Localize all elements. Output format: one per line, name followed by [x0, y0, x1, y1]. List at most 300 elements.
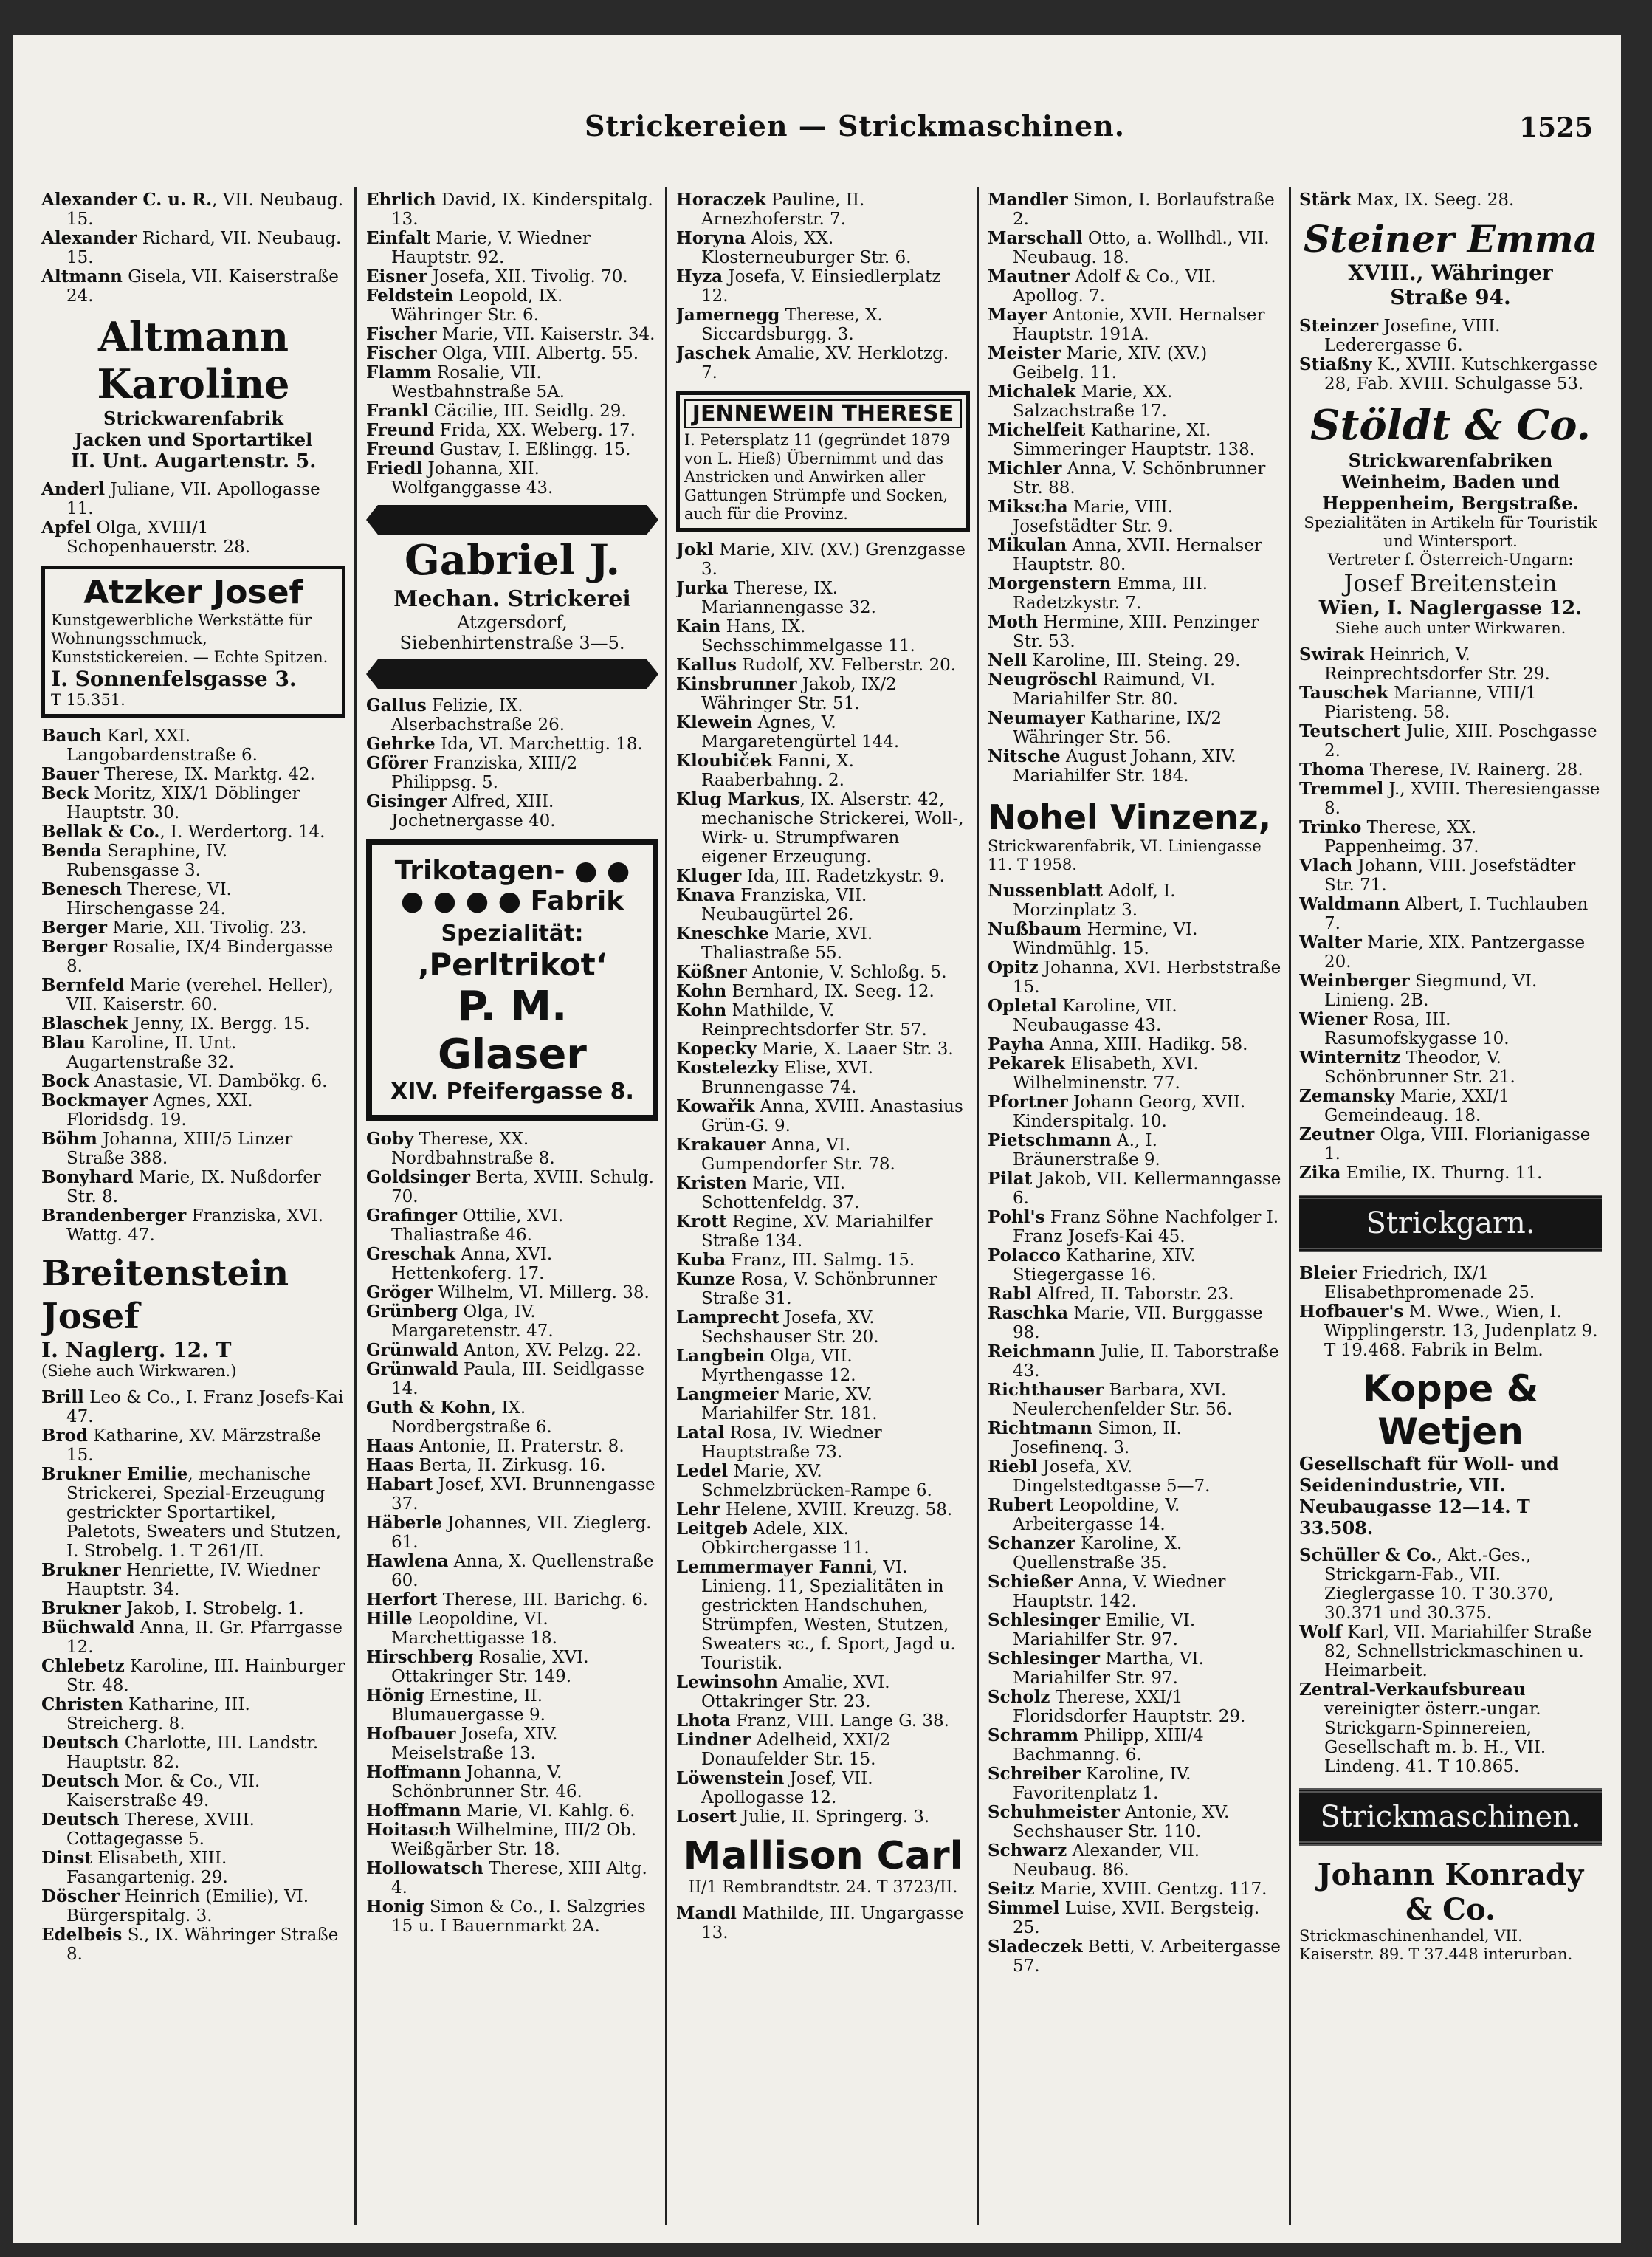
entry-name: Greschak: [366, 1244, 455, 1264]
entry-details: Antonie, XVII. Hernalser Hauptstr. 191A.: [1013, 306, 1265, 344]
page-title: Strickereien — Strickmaschinen.: [585, 109, 1125, 142]
entry-name: Vlach: [1299, 856, 1353, 876]
directory-entry: [676, 1270, 970, 1308]
directory-entry: [676, 867, 970, 886]
column-4: [988, 190, 1281, 2236]
entry-list: [676, 1904, 970, 1942]
entry-name: Löwenstein: [676, 1768, 785, 1788]
directory-entry: [41, 267, 345, 306]
directory-entry: [41, 1072, 345, 1091]
entry-details: Therese, XVIII. Cottagegasse 5.: [66, 1810, 255, 1849]
entry-name: Mayer: [988, 305, 1047, 325]
ad-title: Mallison Carl: [683, 1834, 963, 1878]
entry-list: [41, 726, 345, 1245]
directory-entry: [676, 1462, 970, 1500]
entry-details: Simon, I. Borlaufstraße 2.: [1013, 190, 1275, 229]
entry-name: Wiener: [1299, 1009, 1368, 1029]
ad-line: Jacken und Sportartikel: [74, 429, 313, 450]
entry-name: Lamprecht: [676, 1308, 779, 1327]
entry-name: Scholz: [988, 1687, 1050, 1707]
directory-entry: [676, 1731, 970, 1769]
ad-steiner: [1299, 217, 1602, 309]
entry-details: Amalie, XVI. Ottakringer Str. 23.: [701, 1673, 890, 1711]
entry-details: Franziska, VII. Neubaugürtel 26.: [701, 886, 867, 924]
entry-details: Marie, XIX. Pantzergasse 20.: [1324, 933, 1586, 972]
directory-entry: [41, 726, 345, 765]
entry-name: Kohn: [676, 981, 727, 1001]
entry-details: Karoline, IV. Favoritenplatz 1.: [1013, 1765, 1191, 1803]
directory-entry: [366, 190, 658, 229]
entry-details: Elise, XVI. Brunnengasse 74.: [701, 1059, 873, 1097]
directory-entry: [676, 540, 970, 579]
directory-entry: [676, 675, 970, 713]
directory-entry: [41, 1772, 345, 1810]
ad-line: Strickwarenfabriken: [1348, 450, 1553, 471]
directory-entry: [676, 1519, 970, 1558]
entry-details: Alexander, VII. Neubaug. 86.: [1013, 1841, 1200, 1880]
entry-name: Krakauer: [676, 1135, 766, 1155]
directory-entry: [366, 1206, 658, 1245]
ad-text: Strickwarenfabrik, VI. Liniengasse 11. T 1958.: [988, 837, 1262, 873]
directory-entry: [676, 1347, 970, 1385]
entry-details: Gisela, VII. Kaiserstraße 24.: [66, 267, 339, 306]
entry-details: Rosalie, IX/4 Bindergasse 8.: [66, 938, 334, 976]
entry-details: Marie, VII. Kaiserstr. 34.: [436, 325, 655, 344]
entry-details: Marie, VII. Schottenfeldg. 37.: [701, 1174, 860, 1212]
entry-name: Nell: [988, 650, 1028, 670]
entry-details: Elisabeth, XIII. Fasangartenig. 29.: [66, 1849, 228, 1887]
directory-entry: [366, 1245, 658, 1283]
entry-details: Karl, VII. Mariahilfer Straße 82, Schnellstrickmaschinen u. Heimarbeit.: [1324, 1623, 1592, 1680]
entry-name: Langbein: [676, 1346, 765, 1366]
entry-details: Agnes, XXI. Floridsdg. 19.: [66, 1091, 253, 1130]
entry-details: Marie, XV. Schmelzbrücken-Rampe 6.: [701, 1462, 932, 1500]
ad-address: I. Sonnenfelsgasse 3.: [51, 667, 297, 691]
column-1: [41, 190, 345, 2236]
entry-details: vereinigter österr.-ungar. Strickgarn-Spinnereien, Gesellschaft m. b. H., VII. Lindeng. 41. T 10.865.: [1324, 1700, 1546, 1776]
entry-name: Fischer: [366, 324, 437, 344]
directory-entry: [988, 1803, 1281, 1841]
directory-entry: [366, 735, 658, 754]
entry-details: Berta, XVIII. Schulg. 70.: [391, 1168, 654, 1206]
entry-name: Lindner: [676, 1730, 751, 1750]
ad-altmann: [41, 313, 345, 473]
entry-details: Anna, XIII. Hadikg. 58.: [1044, 1035, 1248, 1054]
entry-name: Grünberg: [366, 1302, 458, 1322]
entry-details: Frida, XX. Weberg. 17.: [434, 421, 636, 440]
entry-details: Anton, XV. Pelzg. 22.: [458, 1341, 642, 1360]
directory-entry: [1299, 895, 1602, 933]
directory-entry: [988, 1381, 1281, 1419]
entry-name: Gallus: [366, 695, 427, 715]
directory-entry: [676, 1558, 970, 1673]
entry-name: Horyna: [676, 228, 746, 248]
directory-entry: [366, 286, 658, 325]
entry-details: Katharine, XV. Märzstraße 15.: [66, 1426, 322, 1465]
directory-entry: [988, 651, 1281, 670]
directory-entry: [1299, 190, 1602, 210]
entry-details: Gustav, I. Eßlingg. 15.: [434, 440, 631, 459]
ad-title: Altmann Karoline: [97, 313, 290, 408]
ad-gabriel: [366, 505, 658, 689]
directory-entry: [676, 924, 970, 963]
entry-name: Kowařik: [676, 1096, 755, 1116]
directory-entry: [366, 1456, 658, 1475]
entry-name: Bock: [41, 1071, 89, 1091]
directory-entry: [1299, 1623, 1602, 1680]
entry-details: Anna, XVI. Hettenkoferg. 17.: [391, 1245, 553, 1283]
entry-name: Benda: [41, 841, 102, 861]
ad-title: Stöldt & Co.: [1310, 401, 1591, 450]
entry-details: Marie, XIV. (XV.) Grenzgasse 3.: [701, 540, 966, 579]
entry-name: Simmel: [988, 1898, 1060, 1918]
entry-details: Johannes, VII. Zieglerg. 61.: [391, 1514, 652, 1552]
directory-entry: [676, 1059, 970, 1097]
entry-list: [1299, 317, 1602, 394]
directory-entry: [1299, 1680, 1602, 1776]
ad-line: Strickwarenfabrik: [103, 408, 284, 429]
entry-details: Max, IX. Seeg. 28.: [1351, 190, 1515, 210]
entry-details: , VII. Neubaug. 15.: [66, 190, 344, 229]
column-divider: [665, 187, 667, 2225]
entry-name: Hirschberg: [366, 1647, 474, 1667]
entry-details: Marie, XX. Salzachstraße 17.: [1013, 382, 1173, 421]
entry-list: [41, 1388, 345, 1964]
entry-name: Nitsche: [988, 746, 1061, 766]
directory-entry: [988, 1342, 1281, 1381]
directory-entry: [988, 1534, 1281, 1573]
entry-details: Rosa, III. Rasumofskygasse 10.: [1324, 1010, 1510, 1048]
entry-name: Mandl: [676, 1903, 737, 1923]
entry-details: Franz Söhne Nachfolger I. Franz Josefs-Kai 45.: [1013, 1208, 1279, 1246]
directory-entry: [366, 1610, 658, 1648]
directory-entry: [366, 344, 658, 363]
directory-entry: [988, 1093, 1281, 1131]
entry-name: Rabl: [988, 1284, 1032, 1304]
entry-name: Kopecky: [676, 1039, 757, 1059]
entry-details: Johanna, V. Schönbrunner Str. 46.: [391, 1763, 582, 1801]
directory-entry: [41, 765, 345, 784]
entry-name: Böhm: [41, 1129, 97, 1149]
column-3: [676, 190, 970, 2236]
directory-entry: [676, 656, 970, 675]
entry-details: M. Wwe., Wien, I. Wipplingerstr. 13, Judenplatz 9. T 19.468. Fabrik in Belm.: [1324, 1302, 1598, 1360]
entry-details: Josef, VII. Apollogasse 12.: [701, 1769, 873, 1807]
entry-details: Karoline, III. Hainburger Str. 48.: [66, 1657, 345, 1695]
entry-name: Zemansky: [1299, 1086, 1395, 1106]
entry-details: Franziska, XVI. Wattg. 47.: [66, 1206, 324, 1245]
entry-name: Brukner: [41, 1560, 121, 1580]
directory-entry: [676, 886, 970, 924]
directory-entry: [988, 1246, 1281, 1285]
entry-name: Blau: [41, 1033, 86, 1053]
entry-name: Hoffmann: [366, 1762, 461, 1782]
entry-name: Goldsinger: [366, 1167, 471, 1187]
entry-details: Johanna, XIII/5 Linzer Straße 388.: [66, 1130, 293, 1168]
entry-name: Zentral-Verkaufsbureau: [1299, 1680, 1526, 1700]
entry-name: Michler: [988, 458, 1062, 478]
ad-stoeldt: [1299, 401, 1602, 638]
ad-address: XVIII., Währinger: [1348, 261, 1553, 285]
entry-name: Nußbaum: [988, 919, 1082, 939]
entry-details: Marie, X. Laaer Str. 3.: [756, 1040, 954, 1059]
directory-entry: [988, 190, 1281, 229]
entry-details: Marie, XVI. Thaliastraße 55.: [701, 924, 873, 963]
entry-details: Antonie, V. Schloßg. 5.: [746, 963, 947, 982]
entry-name: Teutschert: [1299, 721, 1401, 741]
directory-entry: [41, 1014, 345, 1034]
directory-entry: [988, 1304, 1281, 1342]
entry-details: Adelheid, XXI/2 Donaufelder Str. 15.: [701, 1731, 891, 1769]
directory-entry: [676, 1136, 970, 1174]
entry-details: Marie, XXI/1 Gemeindeaug. 18.: [1324, 1087, 1510, 1125]
directory-entry: [366, 1130, 658, 1168]
directory-entry: [988, 1880, 1281, 1899]
directory-entry: [676, 1001, 970, 1040]
entry-name: Neugröschl: [988, 670, 1098, 690]
ad-text: Kunstgewerbliche Werkstätte für Wohnungsschmuck, Kunststickereien. — Echte Spitzen.: [51, 611, 328, 666]
ad-line: Vertreter f. Österreich-Ungarn:: [1327, 551, 1574, 568]
directory-entry: [366, 1801, 658, 1821]
directory-entry: [676, 1212, 970, 1251]
entry-name: Christen: [41, 1694, 123, 1714]
entry-details: Leopoldine, V. Arbeitergasse 14.: [1013, 1496, 1180, 1534]
entry-details: Marianne, VIII/1 Piaristeng. 58.: [1324, 684, 1537, 722]
entry-name: Opitz: [988, 958, 1039, 978]
entry-name: Schwarz: [988, 1841, 1067, 1861]
directory-entry: [988, 1649, 1281, 1688]
entry-name: Hawlena: [366, 1551, 449, 1571]
entry-name: Opletal: [988, 996, 1057, 1016]
entry-details: Alfred, XIII. Jochetnergasse 40.: [391, 792, 556, 831]
directory-entry: [988, 1765, 1281, 1803]
entry-details: Katharine, XIV. Stiegergasse 16.: [1013, 1246, 1196, 1285]
ad-line: Spezialität:: [441, 921, 584, 947]
entry-name: Gisinger: [366, 791, 447, 811]
entry-name: Flamm: [366, 363, 432, 382]
directory-entry: [676, 1769, 970, 1807]
entry-name: Hoitasch: [366, 1820, 452, 1840]
directory-entry: [1299, 933, 1602, 972]
ad-address: Straße 94.: [1390, 285, 1511, 309]
entry-details: Martha, VI. Mariahilfer Str. 97.: [1013, 1649, 1204, 1688]
entry-name: Kohn: [676, 1000, 727, 1020]
entry-details: Karoline, III. Steing. 29.: [1027, 651, 1241, 670]
directory-entry: [988, 709, 1281, 747]
entry-name: Jaschek: [676, 343, 751, 363]
entry-list: [366, 696, 658, 831]
directory-entry: [366, 754, 658, 792]
directory-entry: [676, 1807, 970, 1827]
directory-entry: [676, 229, 970, 267]
directory-entry: [676, 1174, 970, 1212]
entry-list: [366, 1130, 658, 1936]
directory-entry: [676, 1097, 970, 1136]
entry-list: [366, 190, 658, 498]
entry-name: Kostelezky: [676, 1058, 779, 1078]
entry-name: Sladeczek: [988, 1937, 1083, 1957]
entry-details: Anna, V. Schönbrunner Str. 88.: [1013, 459, 1266, 498]
ad-text: Gesellschaft für Woll- und Seidenindustrie, VII. Neubaugasse 12—14. T 33.508.: [1299, 1453, 1559, 1539]
directory-entry: [41, 784, 345, 822]
directory-entry: [41, 190, 345, 229]
entry-details: Olga, VIII. Albertg. 55.: [436, 344, 639, 363]
entry-list: [1299, 645, 1602, 1183]
entry-name: Goby: [366, 1129, 414, 1149]
entry-name: Gehrke: [366, 734, 436, 754]
directory-entry: [1299, 1125, 1602, 1164]
directory-entry: [1299, 1546, 1602, 1623]
directory-entry: [366, 440, 658, 459]
directory-entry: [988, 1419, 1281, 1457]
entry-details: Marie, VII. Burggasse 98.: [1013, 1304, 1263, 1342]
entry-details: Emilie, VI. Mariahilfer Str. 97.: [1013, 1611, 1196, 1649]
entry-details: Fanni, X. Raaberbahng. 2.: [701, 752, 854, 790]
entry-details: Berta, II. Zirkusg. 16.: [413, 1456, 606, 1475]
directory-entry: [366, 1725, 658, 1763]
directory-entry: [366, 1360, 658, 1398]
entry-name: Altmann: [41, 267, 123, 286]
directory-entry: [366, 402, 658, 421]
entry-list: [41, 190, 345, 306]
entry-details: Hans, IX. Sechsschimmelgasse 11.: [701, 617, 915, 656]
entry-name: Klewein: [676, 712, 753, 732]
entry-details: Jakob, IX/2 Währinger Str. 51.: [701, 675, 897, 713]
entry-details: Barbara, XVI. Neulerchenfelder Str. 56.: [1013, 1381, 1233, 1419]
entry-name: Pekarek: [988, 1054, 1065, 1073]
entry-name: Knava: [676, 885, 735, 905]
entry-name: Meister: [988, 343, 1061, 363]
entry-name: Michelfeit: [988, 420, 1086, 440]
entry-details: Julie, XIII. Poschgasse 2.: [1324, 722, 1597, 760]
entry-name: Kluger: [676, 866, 742, 886]
entry-name: Schießer: [988, 1572, 1073, 1592]
directory-entry: [1299, 722, 1602, 760]
directory-entry: [988, 1208, 1281, 1246]
entry-details: Wilhelm, VI. Millerg. 38.: [432, 1283, 650, 1302]
entry-details: Wilhelmine, III/2 Ob. Weißgärber Str. 18.: [391, 1821, 637, 1859]
entry-name: Deutsch: [41, 1733, 120, 1753]
entry-details: Therese, IX. Mariannengasse 32.: [701, 579, 876, 617]
entry-name: Hyza: [676, 267, 723, 286]
ad-line: Spezialitäten in Artikeln für Touristik und Wintersport.: [1304, 514, 1597, 550]
directory-entry: [41, 1388, 345, 1426]
entry-details: Heinrich, V. Reinprechtsdorfer Str. 29.: [1324, 645, 1550, 684]
entry-name: Grünwald: [366, 1340, 458, 1360]
entry-name: Jokl: [676, 540, 714, 560]
entry-name: Bernfeld: [41, 975, 125, 995]
directory-entry: [988, 1131, 1281, 1169]
entry-name: Fischer: [366, 343, 437, 363]
entry-name: Tremmel: [1299, 779, 1384, 799]
entry-details: K., XVIII. Kutschkergasse 28, Fab. XVIII. Schulgasse 53.: [1324, 355, 1598, 394]
directory-entry: [988, 1457, 1281, 1496]
entry-name: Beck: [41, 783, 89, 803]
entry-name: Kristen: [676, 1173, 747, 1193]
entry-name: Rubert: [988, 1495, 1054, 1515]
entry-details: Agnes, V. Margaretengürtel 144.: [701, 713, 900, 752]
directory-entry: [988, 459, 1281, 498]
entry-details: Marie (verehel. Heller), VII. Kaiserstr. 60.: [66, 976, 334, 1014]
entry-name: Polacco: [988, 1246, 1061, 1265]
entry-name: Hollowatsch: [366, 1858, 483, 1878]
entry-details: Therese, XX. Pappenheimg. 37.: [1324, 818, 1479, 856]
entry-name: Kunze: [676, 1269, 736, 1289]
entry-details: Albert, I. Tuchlauben 7.: [1324, 895, 1589, 933]
entry-details: Hermine, VI. Windmühlg. 15.: [1013, 920, 1198, 958]
entry-name: Häberle: [366, 1513, 442, 1533]
directory-entry: [988, 882, 1281, 920]
directory-entry: [41, 480, 345, 518]
entry-list: [988, 190, 1281, 786]
entry-details: Elisabeth, XVI. Wilhelminenstr. 77.: [1013, 1054, 1199, 1093]
directory-entry: [676, 982, 970, 1001]
directory-entry: [41, 822, 345, 842]
entry-details: Anna, X. Quellenstraße 60.: [391, 1552, 654, 1590]
entry-name: Dinst: [41, 1848, 92, 1868]
directory-entry: [41, 1426, 345, 1465]
entry-details: Charlotte, III. Landstr. Hauptstr. 82.: [66, 1734, 319, 1772]
directory-entry: [41, 518, 345, 557]
entry-details: Anna, II. Gr. Pfarrgasse 12.: [66, 1618, 343, 1657]
directory-entry: [366, 1437, 658, 1456]
entry-details: Leo & Co., I. Franz Josefs-Kai 47.: [66, 1388, 344, 1426]
entry-details: Simon & Co., I. Salzgries 15 u. I Bauernmarkt 2A.: [391, 1897, 646, 1936]
directory-entry: [366, 421, 658, 440]
directory-entry: [988, 1054, 1281, 1093]
entry-name: Pohl's: [988, 1207, 1045, 1227]
ad-address: Wien, I. Naglergasse 12.: [1318, 597, 1583, 619]
directory-entry: [41, 1657, 345, 1695]
entry-details: Johann, VIII. Josefstädter Str. 71.: [1324, 856, 1576, 895]
entry-name: Grünwald: [366, 1359, 458, 1379]
ad-note: (Siehe auch Wirkwaren.): [41, 1362, 237, 1380]
entry-name: Riebl: [988, 1457, 1038, 1477]
entry-list: [1299, 190, 1602, 210]
directory-entry: [366, 229, 658, 267]
entry-name: Klug Markus: [676, 789, 800, 809]
entry-details: Siegmund, VI. Linieng. 2B.: [1324, 972, 1538, 1010]
entry-name: Blaschek: [41, 1014, 128, 1034]
entry-name: Brukner Emilie: [41, 1464, 188, 1484]
entry-name: Schuhmeister: [988, 1802, 1120, 1822]
directory-entry: [366, 1590, 658, 1610]
entry-details: Therese, XIII Altg. 4.: [391, 1859, 647, 1897]
directory-entry: [41, 1734, 345, 1772]
ad-line: Siehe auch unter Wirkwaren.: [1335, 619, 1566, 637]
column-divider: [1289, 187, 1291, 2225]
entry-details: Betti, V. Arbeitergasse 57.: [1013, 1937, 1281, 1976]
ad-address: II/1 Rembrandtstr. 24. T 3723/II.: [688, 1878, 958, 1897]
entry-name: Bleier: [1299, 1263, 1357, 1283]
directory-entry: [988, 920, 1281, 958]
entry-name: Ehrlich: [366, 190, 436, 210]
entry-name: Gförer: [366, 753, 428, 773]
entry-details: Rosalie, XVI. Ottakringer Str. 149.: [391, 1648, 589, 1686]
ad-glaser: [366, 839, 658, 1121]
entry-name: Eisner: [366, 267, 427, 286]
entry-details: Richard, VII. Neubaug. 15.: [66, 229, 342, 267]
entry-list: [41, 480, 345, 557]
ad-title: Breitenstein Josef: [41, 1253, 289, 1337]
directory-entry: [366, 1763, 658, 1801]
directory-entry: [366, 267, 658, 286]
ad-line: II. Unt. Augartenstr. 5.: [70, 450, 317, 473]
directory-entry: [1299, 1264, 1602, 1302]
entry-details: Jenny, IX. Bergg. 15.: [128, 1014, 310, 1034]
entry-details: Helene, XVIII. Kreuzg. 58.: [720, 1500, 953, 1519]
entry-details: Ida, VI. Marchettig. 18.: [435, 735, 643, 754]
